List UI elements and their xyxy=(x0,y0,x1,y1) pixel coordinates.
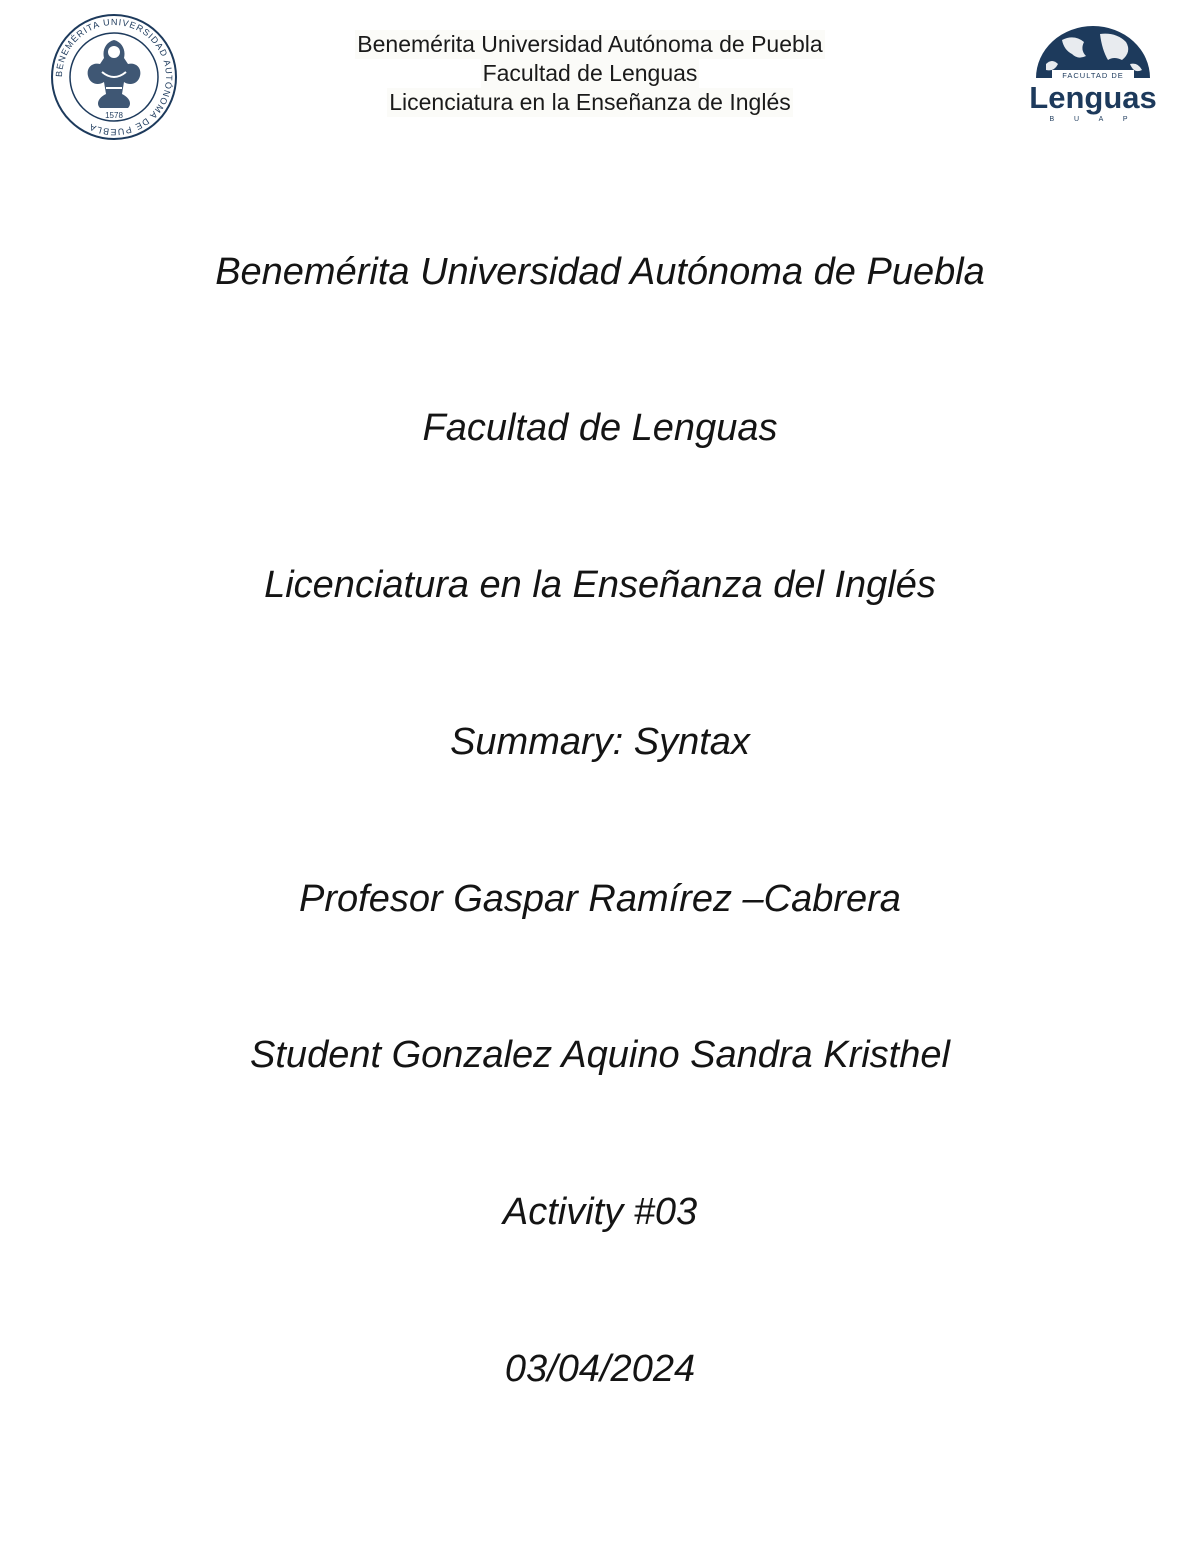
seal-ring-text: BENEMÉRITA UNIVERSIDAD AUTÓNOMA DE PUEBLA xyxy=(53,16,175,138)
header-faculty: Facultad de Lenguas xyxy=(482,60,698,86)
university-seal-icon xyxy=(48,12,180,142)
logo-letters: B U A P xyxy=(1049,116,1137,123)
header-university: Benemérita Universidad Autónoma de Puebla xyxy=(357,31,823,57)
cover-faculty: Facultad de Lenguas xyxy=(422,407,778,449)
logo-small-text: FACULTAD DE xyxy=(1062,71,1124,80)
header-program: Licenciatura en la Enseñanza de Inglés xyxy=(389,89,791,115)
cover-activity: Activity #03 xyxy=(502,1191,698,1233)
cover-date: 03/04/2024 xyxy=(504,1348,696,1390)
document-header xyxy=(300,30,880,117)
cover-university: Benemérita Universidad Autónoma de Puebla xyxy=(215,251,985,293)
logo-word: Lenguas xyxy=(1029,80,1157,115)
lenguas-logo xyxy=(1022,20,1164,124)
cover-title: Summary: Syntax xyxy=(450,721,750,763)
seal-year: 1578 xyxy=(105,111,123,120)
cover-professor: Profesor Gaspar Ramírez –Cabrera xyxy=(299,878,901,920)
cover-student: Student Gonzalez Aquino Sandra Kristhel xyxy=(250,1034,950,1076)
cover-program: Licenciatura en la Enseñanza del Inglés xyxy=(264,564,936,606)
